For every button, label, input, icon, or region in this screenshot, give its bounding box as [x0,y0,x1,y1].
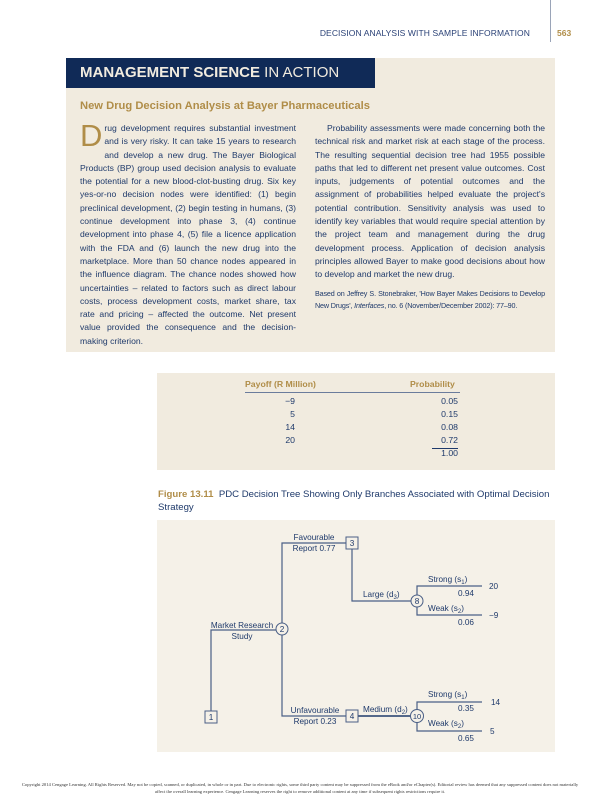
banner-bold: MANAGEMENT SCIENCE [80,64,261,81]
figure-caption-text: PDC Decision Tree Showing Only Branches Associated with Optimal Decision Strategy [158,489,550,513]
prob-strong-fav: 0.94 [458,589,474,598]
label-strong-sub: 1 [461,695,465,701]
label-large: Large (d [363,590,394,599]
prob-weak-fav: 0.06 [458,618,474,627]
node-label-8: 8 [414,597,420,606]
banner-rest: IN ACTION [260,64,340,81]
drop-cap: D [80,118,103,153]
label-market-research: Market Research [210,621,274,630]
payoff-minus-9: −9 [489,611,499,620]
label-large-sub: 3 [393,595,397,601]
node-label-3: 3 [349,539,355,548]
box-banner [66,58,375,88]
payoff-14: 14 [491,698,501,707]
node-label-2: 2 [279,625,285,634]
svg-text:Large (d3): Large $(d_3)$ [363,590,400,601]
label-study: Study [231,632,253,641]
label-weak: Weak (s [428,604,458,613]
payoff-cell: 5 [290,409,295,419]
svg-text:Medium (d2): Medium $(d_2)$ [363,705,408,716]
branch-market-research [211,630,276,711]
box-title: New Drug Decision Analysis at Bayer Pharmaceuticals [80,100,370,112]
branch-favourable [282,543,346,623]
prob-weak-unfav: 0.65 [458,734,474,743]
payoff-table [157,373,555,470]
label-medium-sub: 2 [401,710,406,716]
payoff-20: 20 [489,582,499,591]
left-column [80,118,296,348]
probability-cell: 0.05 [441,396,458,406]
label-favourable-prob: Report 0.77 [292,544,336,553]
page-number: 563 [557,28,572,38]
label-strong: Strong (s [428,690,462,699]
payoff-cell: 14 [285,422,295,432]
svg-text:Strong (s1): Strong $(s_1)$ [428,575,468,586]
svg-text:Weak (s2): Weak $(s_2)$ [428,719,464,730]
probability-total: 1.00 [441,448,458,458]
citation [315,288,545,312]
node-label-4: 4 [349,712,355,721]
paragraph-1: rug development requires substantial investment and is very risky. It can take 15 years to research and develop a new drug. The Bayer Biological Products (BP) group used decision analysis to evaluate the potential for a new blood-clot-busting drug. Six key yes-or-no decision nodes were identified: (1) begin preclinical development, (2) begin testing in humans, (3) continue development into phase 3, (4) continue development into phase 4, (5) file a licence application with the FDA and (6) launch the new drug into the marketplace. More than 50 chance nodes appeared in the influence diagram. The chance nodes showed how uncertainties – related to factors such as direct labour costs, process development costs, market share, tax rate and pricing – affected the outcome. Net present value provided the consequence and the decision-making criterion. [80,123,296,346]
figure-label: Figure 13.11 [158,489,214,500]
header-payoff: Payoff (R Million) [245,379,316,389]
label-weak: Weak (s [428,719,458,728]
header-probability: Probability [410,379,455,389]
header-rule [245,392,460,393]
decision-tree-svg [157,520,555,752]
probability-cell: 0.15 [441,409,458,419]
label-strong: Strong (s [428,575,462,584]
probability-cell: 0.08 [441,422,458,432]
branch-unfavourable [282,635,346,716]
svg-text:Strong (s1): Strong $(s_1)$ [428,690,468,701]
payoff-cell: 20 [285,435,295,445]
payoff-cell: −9 [285,396,295,406]
node-label-1: 1 [208,713,214,722]
citation-text-end: , no. 6 (November/December 2002): 77–90. [384,300,518,310]
paragraph-2: Probability assessments were made concerning both the technical risk and market risk at each stage of the process. The resulting sequential decision tree had 1955 possible paths that led to different net present value outcomes. Cost inputs, judgements of potential outcomes and the assignment of probabilities helped evaluate the project's potential contribution. Sensitivity analysis was used to identify key variables that would require special attention by the project team and management during the drug development process. Application of decision analysis principles allowed Bayer to make good decisions about how to develop and market the new drug. [315,123,545,280]
citation-text: Based on Jeffrey S. Stonebraker, 'How Bayer Makes Decisions to Develop New Drugs', [315,288,545,310]
label-medium: Medium (d [363,705,402,714]
running-head: DECISION ANALYSIS WITH SAMPLE INFORMATION [319,28,530,38]
label-unfavourable-prob: Report 0.23 [293,717,337,726]
label-strong-sub: 1 [461,580,465,586]
label-weak-sub: 2 [457,724,462,730]
payoff-5: 5 [490,727,495,736]
node-label-10: 10 [412,712,422,721]
label-unfavourable: Unfavourable [290,706,340,715]
svg-text:Weak (s2): Weak $(s_2)$ [428,604,464,615]
label-favourable: Favourable [293,533,335,542]
label-weak-sub: 2 [457,609,462,615]
copyright-footer: Copyright 2014 Cengage Learning. All Rights Reserved. May not be copied, scanned, or duplicated, in whole or in part. Due to electronic rights, some third party content may be suppressed from the eBook and/or eChapter(s). Editorial review has deemed that any suppressed content does not materially affect the overall learning experience. Cengage Learning reserves the right to remove additional content at any time if subsequent rights restrictions require it. [21,782,579,794]
citation-journal: Interfaces [354,300,385,310]
right-column [315,122,545,312]
decision-tree [157,520,555,752]
probability-cell: 0.72 [441,435,458,445]
prob-strong-unfav: 0.35 [458,704,474,713]
header-divider [550,0,551,42]
figure-caption [158,488,558,514]
